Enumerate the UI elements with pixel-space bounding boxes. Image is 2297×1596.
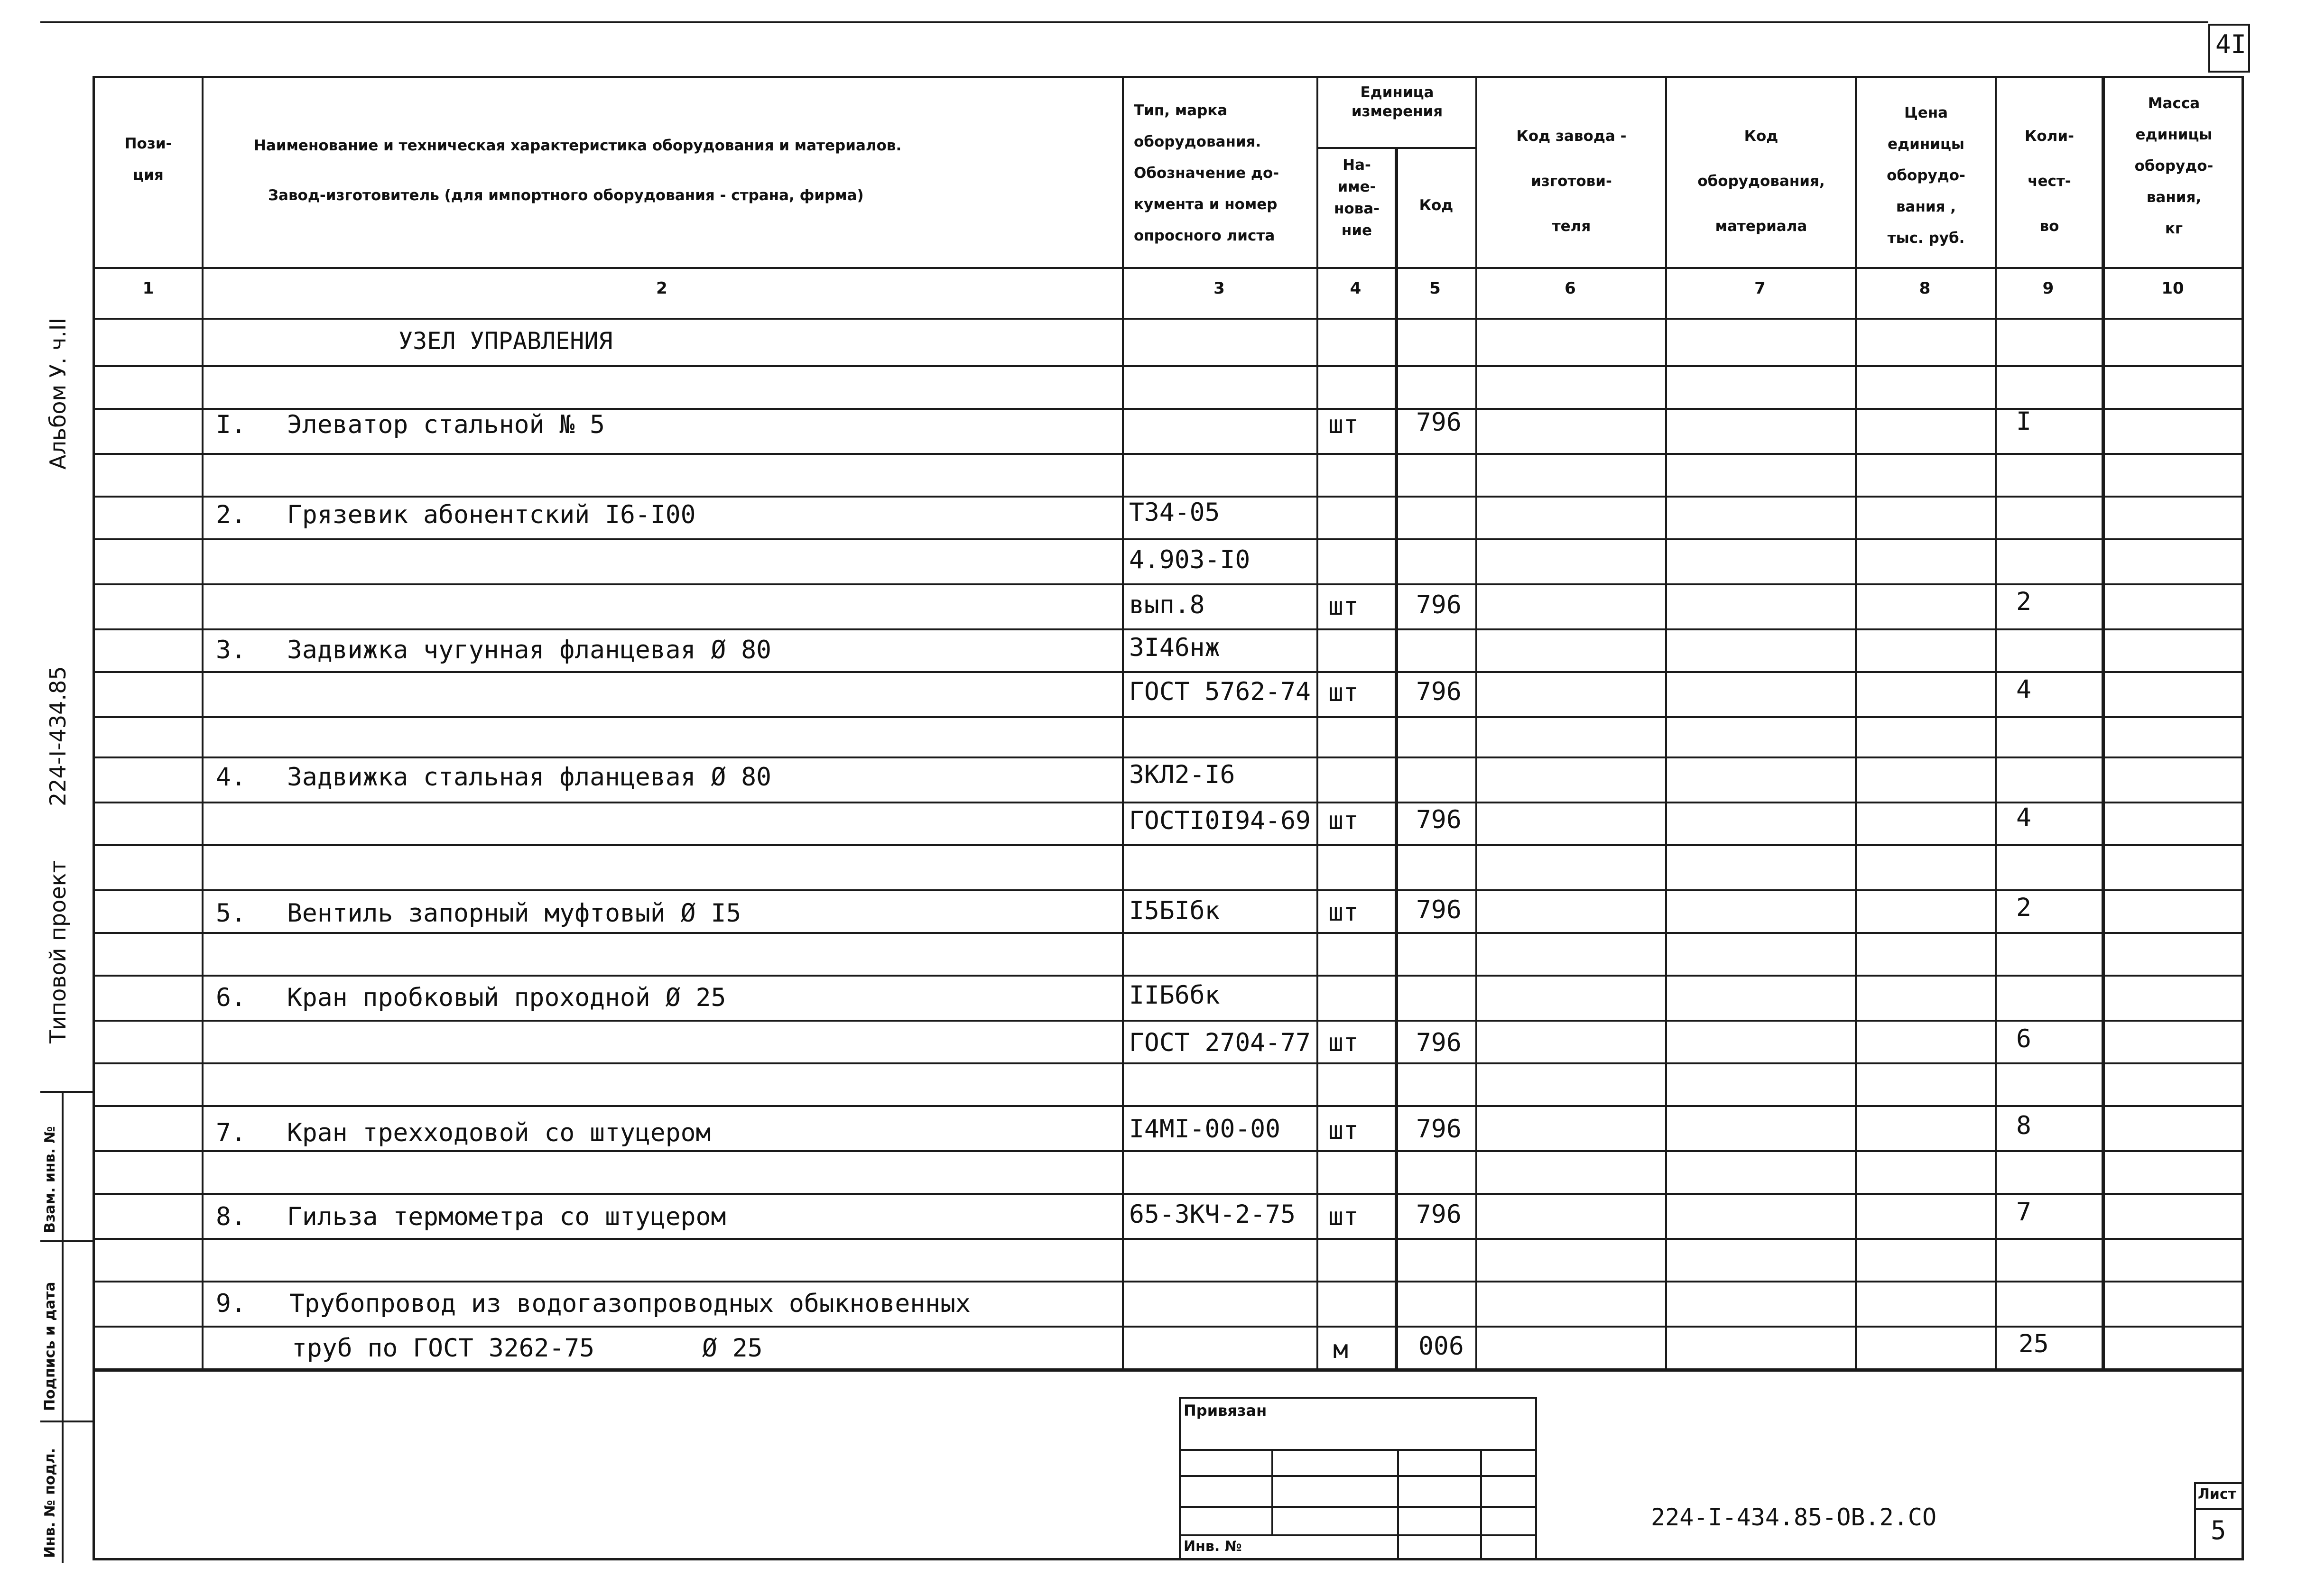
header-unit-code: Код: [1419, 197, 1454, 214]
item-number: 2.: [216, 500, 246, 529]
item-diameter: Ø 25: [702, 1334, 763, 1363]
row-line: [93, 365, 2244, 367]
header-factory-code: Код завода - изготови- теля: [1516, 128, 1627, 235]
item-name: Задвижка чугунная фланцевая Ø 80: [287, 636, 772, 664]
item-type: ГОСТ 2704-77: [1129, 1028, 1311, 1057]
section-title: УЗЕЛ УПРАВЛЕНИЯ: [398, 327, 613, 355]
sidebar-album: Альбом У. ч.II: [45, 317, 71, 470]
item-unit: шт: [1328, 1028, 1359, 1057]
item-name: Элеватор стальной № 5: [287, 410, 605, 439]
col-divider: [1316, 76, 1318, 1371]
item-code: 796: [1416, 677, 1462, 706]
sidebar-project-code: 224-I-434.85: [45, 666, 71, 806]
sheet-label: Лист: [2198, 1486, 2237, 1503]
item-code: 796: [1416, 590, 1462, 619]
item-unit: шт: [1328, 806, 1359, 835]
item-type: вып.8: [1129, 590, 1205, 619]
item-qty: 4: [2016, 803, 2031, 832]
row-line: [93, 453, 2244, 455]
item-name: Задвижка стальная фланцевая Ø 80: [287, 763, 772, 792]
item-type: I4MI-00-00: [1129, 1115, 1281, 1144]
item-type: ГОСТ 5762-74: [1129, 677, 1311, 706]
stamp-inv-label: Инв. №: [1184, 1538, 1242, 1555]
row-line: [93, 1105, 2244, 1107]
column-number: 10: [2161, 279, 2184, 298]
item-code: 796: [1416, 1115, 1462, 1144]
item-qty: I: [2016, 407, 2031, 436]
row-line: [93, 496, 2244, 498]
item-code: 796: [1416, 408, 1462, 437]
col-divider: [1475, 76, 1477, 1371]
item-qty: 4: [2016, 675, 2031, 704]
stamp-replace-inv: Взам. инв. №: [42, 1126, 58, 1233]
col-divider: [1665, 76, 1667, 1371]
row-line: [93, 408, 2244, 410]
column-number: 4: [1350, 279, 1362, 298]
stamp-bound-label: Привязан: [1184, 1402, 1267, 1420]
header-name: Наименование и техническая характеристика оборудования и материалов. Завод-изготовитель (для импортного оборудования - страна, фирма): [254, 137, 902, 204]
page-number: 4I: [2215, 29, 2247, 59]
item-type: IIБ6бк: [1129, 981, 1220, 1010]
item-code: 796: [1416, 805, 1462, 834]
stamp-line: [1179, 1506, 1537, 1508]
header-price: Цена единицы оборудо- вания , тыс. руб.: [1887, 104, 1965, 247]
row-line: [93, 716, 2244, 718]
item-name: Трубопровод из водогазопроводных обыкновенных: [289, 1289, 971, 1318]
side-stamp-border: [62, 1091, 64, 1563]
sidebar-project-type: Типовой проект: [45, 860, 71, 1043]
column-number: 9: [2042, 279, 2054, 298]
sheet-box-divider: [2194, 1508, 2244, 1510]
item-number: 7.: [216, 1118, 246, 1147]
item-number: 6.: [216, 983, 246, 1012]
unit-subheader-line: [1316, 147, 1475, 149]
item-name: Гильза термометра со штуцером: [287, 1202, 726, 1231]
stamp-vline: [1480, 1449, 1482, 1560]
col-divider: [1122, 76, 1124, 1371]
row-line: [93, 1326, 2244, 1328]
row-line: [93, 889, 2244, 891]
row-line: [93, 975, 2244, 977]
side-stamp-divider: [40, 1091, 93, 1093]
header-bottom-line: [93, 267, 2244, 269]
item-qty: 2: [2016, 587, 2031, 616]
stamp-vline: [1271, 1449, 1273, 1534]
item-number: 9.: [216, 1289, 246, 1318]
item-unit: м: [1333, 1335, 1348, 1364]
stamp-line: [1179, 1449, 1537, 1451]
row-line: [93, 756, 2244, 758]
row-line: [93, 844, 2244, 846]
item-name: Грязевик абонентский I6-I00: [287, 500, 696, 529]
top-border: [40, 21, 2208, 23]
item-name: труб по ГОСТ 3262-75: [292, 1334, 595, 1363]
row-line: [93, 1281, 2244, 1282]
stamp-line: [1179, 1534, 1537, 1536]
table-bottom-line: [93, 1368, 2244, 1372]
row-line: [93, 1150, 2244, 1152]
item-number: 3.: [216, 636, 246, 664]
item-number: I.: [216, 410, 246, 439]
item-name: Кран трехходовой со штуцером: [287, 1118, 711, 1147]
row-line: [93, 1193, 2244, 1195]
item-unit: шт: [1328, 1116, 1359, 1145]
item-number: 8.: [216, 1202, 246, 1231]
item-unit: шт: [1328, 898, 1359, 927]
row-line: [93, 1238, 2244, 1240]
col-divider: [1995, 76, 1997, 1371]
document-code: 224-I-434.85-ОВ.2.СО: [1651, 1504, 1937, 1531]
item-number: 5.: [216, 899, 246, 928]
item-number: 4.: [216, 763, 246, 792]
stamp-sign-date: Подпись и дата: [42, 1282, 58, 1411]
item-qty: 8: [2016, 1111, 2031, 1140]
item-type: 3I46нж: [1129, 633, 1220, 662]
header-equipment-code: Код оборудования, материала: [1697, 128, 1825, 235]
column-number: 3: [1213, 279, 1225, 298]
item-unit: шт: [1328, 678, 1359, 707]
column-number-line: [93, 318, 2244, 320]
item-qty: 7: [2016, 1198, 2031, 1227]
column-number: 7: [1754, 279, 1766, 298]
item-type: Т34-05: [1129, 498, 1220, 527]
row-line: [93, 932, 2244, 934]
item-qty: 2: [2016, 893, 2031, 922]
column-number: 2: [656, 279, 667, 298]
column-number: 5: [1429, 279, 1441, 298]
row-line: [93, 628, 2244, 630]
side-stamp-divider: [40, 1240, 93, 1242]
stamp-inv-orig: Инв. № подл.: [42, 1448, 58, 1558]
stamp-line: [1179, 1475, 1537, 1477]
col-divider: [1395, 147, 1398, 1371]
row-line: [93, 1062, 2244, 1064]
col-divider: [1855, 76, 1857, 1371]
item-type: ГОСТI0I94-69: [1129, 806, 1311, 835]
row-line: [93, 1020, 2244, 1022]
item-unit: шт: [1328, 1202, 1359, 1231]
header-mass: Масса единицы оборудо- вания, кг: [2134, 95, 2214, 237]
stamp-vline: [1397, 1449, 1399, 1560]
item-type: 4.903-I0: [1129, 545, 1250, 574]
header-position: Пози- ция: [124, 135, 172, 184]
row-line: [93, 671, 2244, 673]
sheet-number: 5: [2211, 1515, 2226, 1545]
header-unit: Единица измерения: [1351, 84, 1443, 120]
row-line: [93, 583, 2244, 585]
column-number: 8: [1919, 279, 1931, 298]
side-stamp-divider: [40, 1421, 93, 1422]
item-type: I5БIбк: [1129, 896, 1220, 925]
header-quantity: Коли- чест- во: [2025, 128, 2074, 235]
column-number: 1: [142, 279, 154, 298]
item-type: 3КЛ2-I6: [1129, 760, 1235, 789]
col-divider: [202, 76, 204, 1371]
item-code: 006: [1418, 1332, 1464, 1361]
col-divider: [2102, 76, 2105, 1371]
row-line: [93, 802, 2244, 803]
item-code: 796: [1416, 1028, 1462, 1057]
header-unit-name: На- име- нова- ние: [1334, 157, 1380, 239]
item-code: 796: [1416, 895, 1462, 924]
item-name: Кран пробковый проходной Ø 25: [287, 983, 726, 1012]
item-qty: 25: [2019, 1329, 2049, 1358]
row-line: [93, 538, 2244, 540]
item-type: 65-3КЧ-2-75: [1129, 1200, 1296, 1229]
header-type: Тип, марка оборудования. Обозначение до- кумента и номер опросного листа: [1134, 102, 1279, 244]
column-number: 6: [1565, 279, 1576, 298]
item-code: 796: [1416, 1200, 1462, 1229]
item-unit: шт: [1328, 410, 1359, 439]
item-qty: 6: [2016, 1024, 2031, 1053]
item-name: Вентиль запорный муфтовый Ø I5: [287, 899, 741, 928]
item-unit: шт: [1328, 592, 1359, 621]
